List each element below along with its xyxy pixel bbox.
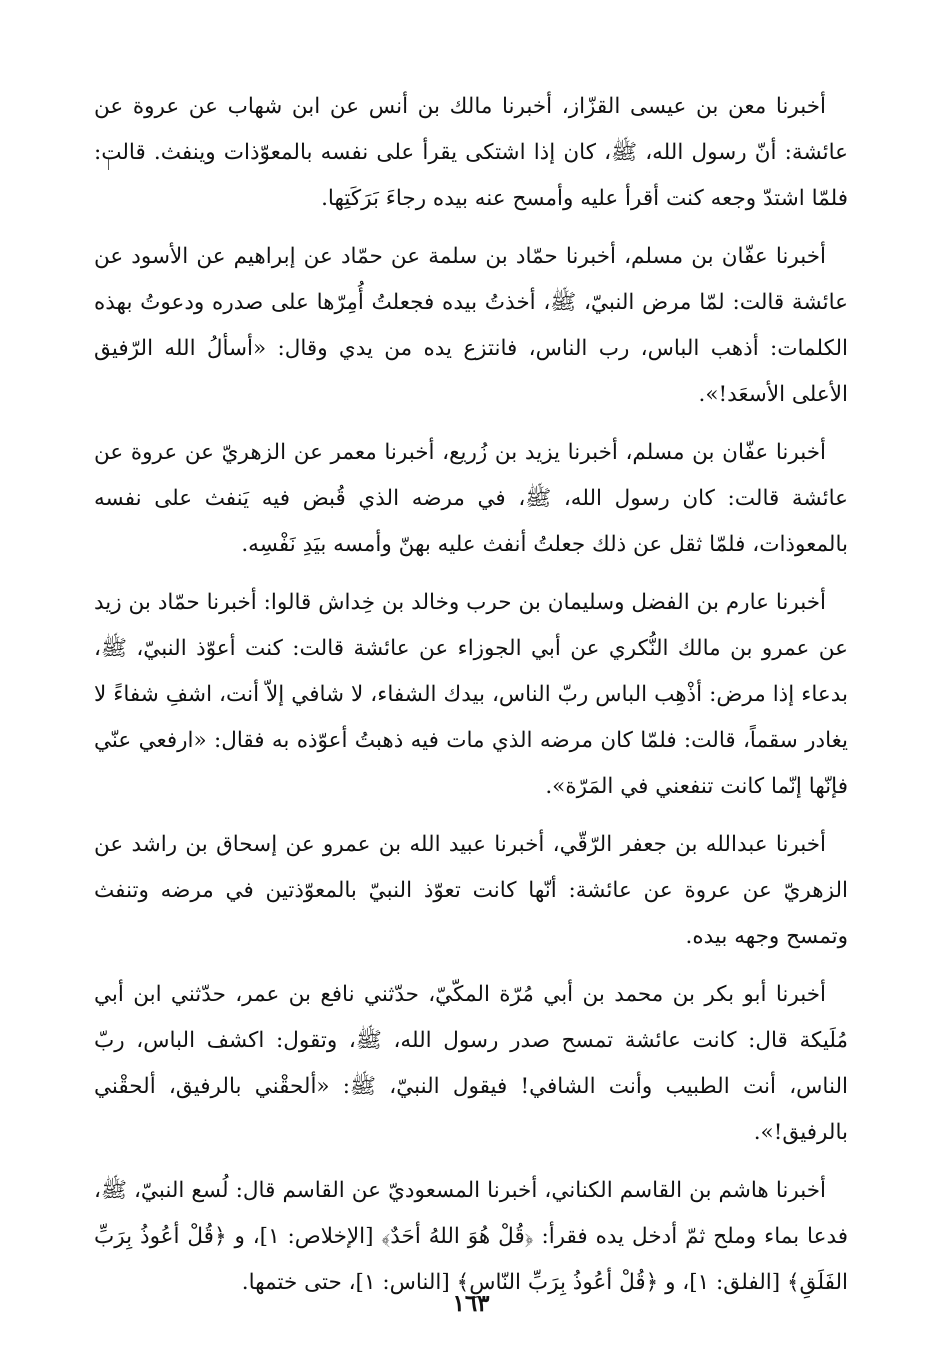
- paragraph-2: أخبرنا عفّان بن مسلم، أخبرنا حمّاد بن سلمة عن حمّاد عن إبراهيم عن الأسود عن عائشة قالت: لمّا مرض النبيّ، ﷺ، أخذتُ بيده فجعلتُ أُمِرّها على صدره ودعوتُ بهذه الكلمات: أذهب الباس، رب الناس، فانتزع يده من يدي وقال: «أسألُ الله الرّفيق الأعلى الأسعَد!».: [94, 244, 848, 407]
- paragraph-1: أخبرنا معن بن عيسى القزّاز، أخبرنا مالك بن أنس عن ابن شهاب عن عروة عن عائشة: أنّ رسول الله، ﷺ، كان إذا اشتكى يقرأ على نفسه بالمعوّذات وينفث. قالت: فلمّا اشتدّ وجعه كنت أقرأ عليه وأمسح عنه بيده رجاءَ بَرَكَتِها.: [94, 94, 848, 211]
- paragraph-6: أخبرنا أبو بكر بن محمد بن أبي مُرّة المكّيّ، حدّثني نافع بن عمر، حدّثني ابن أبي مُلَيكة قال: كانت عائشة تمسح صدر رسول الله، ﷺ، وتقول: اكشف الباس، ربّ الناس، أنت الطبيب وأنت الشافي! فيقول النبيّ، ﷺ: «ألحقْني بالرفيق، ألحقْني بالرفيق!».: [94, 982, 848, 1145]
- paragraph-3: أخبرنا عفّان بن مسلم، أخبرنا يزيد بن زُريع، أخبرنا معمر عن الزهريّ عن عروة عن عائشة قالت: كان رسول الله، ﷺ، في مرضه الذي قُبض فيه يَنفث على نفسه بالمعوذات، فلمّا ثقل عن ذلك جعلتُ أنفث عليه بهنّ وأمسه بيَدِ نَفْسِه.: [94, 440, 848, 557]
- page-number: ١٦٣: [452, 1290, 490, 1317]
- paragraph-7: أخبرنا هاشم بن القاسم الكناني، أخبرنا المسعوديّ عن القاسم قال: لُسع النبيّ، ﷺ، فدعا بماء وملح ثمّ أدخل يده فقرأ: ﴿قُلْ هُوَ اللهُ أحَدٌ﴾ [الإخلاص: ١]، و ﴿قُلْ أعُوذُ بِرَبِّ الفَلَقِ﴾ [الفلق: ١]، و ﴿قُلْ أعُوذُ بِرَبِّ النّاسِ﴾ [الناس: ١]، حتى ختمها.: [94, 1178, 849, 1295]
- paragraph-4: أخبرنا عارم بن الفضل وسليمان بن حرب وخالد بن خِداش قالوا: أخبرنا حمّاد بن زيد عن عمرو بن مالك النُّكري عن أبي الجوزاء عن عائشة قالت: كنت أعوّذ النبيّ، ﷺ، بدعاء إذا مرض: أذْهِب الباس ربّ الناس، بيدك الشفاء، لا شافي إلاّ أنت، اشفِ شفاءً لا يغادر سقماً، قالت: فلمّا كان مرضه الذي مات فيه ذهبتُ أعوّذه به فقال: «ارفعي عنّي فإنّها إنّما كانت تنفعني في المَرّة».: [94, 590, 848, 799]
- page-body-text: [94, 84, 848, 1318]
- paragraph-5: أخبرنا عبدالله بن جعفر الرّقّي، أخبرنا عبيد الله بن عمرو عن إسحاق بن راشد عن الزهريّ عن عروة عن عائشة: أنّها كانت تعوّذ النبيّ بالمعوّذتين في مرضه وتنفث وتمسح وجهه بيده.: [94, 832, 848, 949]
